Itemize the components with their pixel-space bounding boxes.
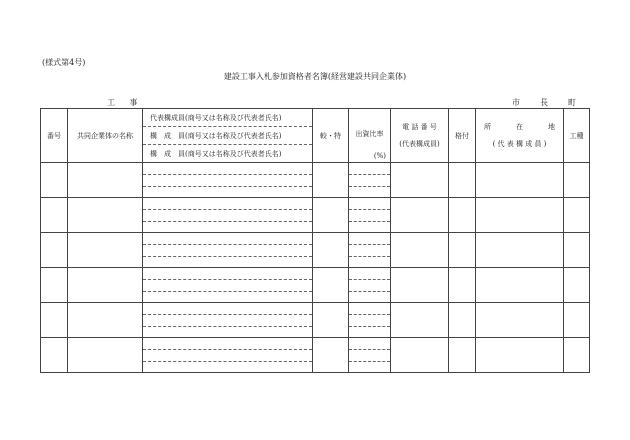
entry-ratio[interactable] (349, 198, 391, 210)
koji-label: 工 事 (107, 98, 144, 107)
address-char-3: 地 (548, 123, 555, 131)
phone-sub-label: (代表構成員) (399, 140, 440, 148)
entry-address[interactable] (476, 268, 564, 303)
entry-address[interactable] (476, 303, 564, 338)
entry-ratio[interactable] (349, 350, 391, 362)
municipality-city: 市 (512, 98, 520, 107)
entry-ratio[interactable] (349, 268, 391, 280)
entry-ratio[interactable] (349, 233, 391, 245)
entry-work-type[interactable] (564, 233, 590, 268)
entry-row (41, 303, 590, 315)
entry-row (41, 163, 590, 175)
entry-phone[interactable] (391, 198, 449, 233)
entry-work-type[interactable] (564, 338, 590, 373)
entry-rep-member[interactable] (143, 268, 313, 280)
header-rep-member: 代表構成員(商号又は名称及び代表者氏名) (143, 109, 313, 127)
entry-rep-member[interactable] (143, 303, 313, 315)
entry-work-type[interactable] (564, 303, 590, 338)
document-title: 建設工事入札参加資格者名簿(経営建設共同企業体) (223, 72, 407, 81)
entry-kou-toku[interactable] (313, 163, 349, 198)
municipality-label (512, 97, 576, 108)
header-row-1 (41, 109, 590, 127)
entry-ratio[interactable] (349, 303, 391, 315)
entry-address[interactable] (476, 338, 564, 373)
entry-work-type[interactable] (564, 163, 590, 198)
register-table (40, 108, 590, 373)
header-address (476, 109, 564, 163)
header-number: 番号 (41, 109, 68, 163)
entry-ratio[interactable] (349, 163, 391, 175)
entry-number[interactable] (41, 163, 68, 198)
entry-number[interactable] (41, 303, 68, 338)
entry-member[interactable] (143, 280, 313, 292)
municipality-town: 町 (568, 98, 576, 107)
entry-ratio[interactable] (349, 338, 391, 350)
entry-ratio[interactable] (349, 327, 391, 338)
entry-ratio[interactable] (349, 175, 391, 187)
entry-member[interactable] (143, 245, 313, 257)
entry-ratio[interactable] (349, 245, 391, 257)
entry-member[interactable] (143, 257, 313, 268)
entry-ratio[interactable] (349, 362, 391, 373)
entry-address[interactable] (476, 198, 564, 233)
entry-number[interactable] (41, 268, 68, 303)
entry-rep-member[interactable] (143, 338, 313, 350)
entry-ratio[interactable] (349, 210, 391, 222)
entry-number[interactable] (41, 338, 68, 373)
municipality-chief: 長 (540, 98, 548, 107)
entry-member[interactable] (143, 175, 313, 187)
entry-number[interactable] (41, 198, 68, 233)
entry-rank[interactable] (449, 163, 476, 198)
entry-jv-name[interactable] (68, 163, 143, 198)
entry-ratio[interactable] (349, 280, 391, 292)
entry-phone[interactable] (391, 268, 449, 303)
entry-member[interactable] (143, 210, 313, 222)
entry-member[interactable] (143, 315, 313, 327)
address-sub-label: ( 代 表 構 成 員 ) (492, 140, 547, 148)
header-jv-name: 共同企業体の名称 (68, 109, 143, 163)
address-char-1: 所 (484, 123, 491, 131)
entry-row (41, 338, 590, 350)
percent-unit: (%) (373, 152, 386, 160)
entry-ratio[interactable] (349, 187, 391, 198)
header-rank: 格付 (449, 109, 476, 163)
entry-ratio[interactable] (349, 292, 391, 303)
phone-label: 電 話 番 号 (402, 123, 437, 131)
header-member-2: 構 成 員(商号又は名称及び代表者氏名) (143, 145, 313, 163)
header-investment-ratio (349, 109, 391, 163)
entry-row (41, 268, 590, 280)
entry-row (41, 198, 590, 210)
entry-number[interactable] (41, 233, 68, 268)
entry-jv-name[interactable] (68, 198, 143, 233)
entry-kou-toku[interactable] (313, 303, 349, 338)
entry-member[interactable] (143, 350, 313, 362)
entry-member[interactable] (143, 362, 313, 373)
entry-rep-member[interactable] (143, 198, 313, 210)
investment-ratio-label: 出資比率 (355, 130, 384, 138)
address-char-2: 在 (516, 123, 523, 131)
form-number: (様式第4号) (42, 58, 86, 67)
entry-phone[interactable] (391, 233, 449, 268)
entry-member[interactable] (143, 187, 313, 198)
entry-rank[interactable] (449, 338, 476, 373)
entry-ratio[interactable] (349, 257, 391, 268)
entry-jv-name[interactable] (68, 303, 143, 338)
entry-work-type[interactable] (564, 198, 590, 233)
entry-member[interactable] (143, 327, 313, 338)
entry-jv-name[interactable] (68, 338, 143, 373)
entry-rank[interactable] (449, 233, 476, 268)
entry-kou-toku[interactable] (313, 198, 349, 233)
entry-address[interactable] (476, 233, 564, 268)
header-phone (391, 109, 449, 163)
header-work-type: 工種 (564, 109, 590, 163)
address-label (476, 122, 563, 132)
header-member-1: 構 成 員(商号又は名称及び代表者氏名) (143, 127, 313, 145)
entry-row (41, 233, 590, 245)
entry-kou-toku[interactable] (313, 233, 349, 268)
entry-rep-member[interactable] (143, 233, 313, 245)
entry-kou-toku[interactable] (313, 338, 349, 373)
entry-phone[interactable] (391, 303, 449, 338)
entry-kou-toku[interactable] (313, 268, 349, 303)
entry-rank[interactable] (449, 198, 476, 233)
entry-jv-name[interactable] (68, 233, 143, 268)
entry-address[interactable] (476, 163, 564, 198)
header-kou-toku: 較・特 (313, 109, 349, 163)
entry-rep-member[interactable] (143, 163, 313, 175)
entry-phone[interactable] (391, 338, 449, 373)
entry-member[interactable] (143, 292, 313, 303)
entry-rank[interactable] (449, 303, 476, 338)
entry-ratio[interactable] (349, 315, 391, 327)
entry-ratio[interactable] (349, 222, 391, 233)
entry-work-type[interactable] (564, 268, 590, 303)
entry-rank[interactable] (449, 268, 476, 303)
entry-jv-name[interactable] (68, 268, 143, 303)
entry-member[interactable] (143, 222, 313, 233)
entry-phone[interactable] (391, 163, 449, 198)
